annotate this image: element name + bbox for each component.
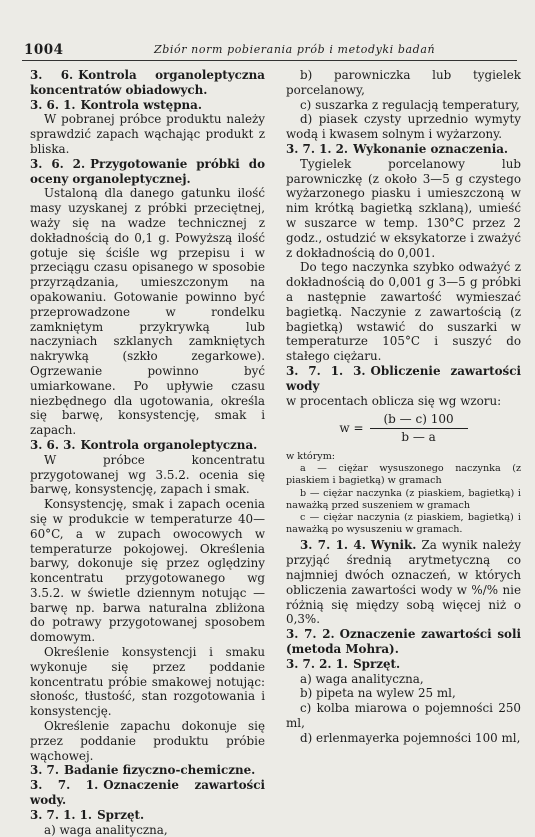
heading-3-6: 3. 6. Kontrola organoleptyczna koncentratów obiadowych.: [30, 68, 265, 97]
formula-denominator: b — a: [401, 430, 436, 445]
heading-3-7-1-1: 3. 7. 1. 1. Sprzęt.: [30, 807, 145, 822]
paragraph-3-7-1-4: 3. 7. 1. 4. Wynik. Za wynik należy przyjąć średnią arytmetyczną co najmniej dwóch oznaczeń, w których obliczenia zawartości wody w %/% nie różnią się między sobą więcej niż o 0,3%.: [286, 538, 522, 627]
list-item-2c: c) kolba miarowa o pojemności 250 ml,: [286, 701, 521, 730]
page-number: 1004: [24, 42, 64, 58]
list-item-2a: a) waga analityczna,: [300, 671, 424, 686]
heading-3-7: 3. 7. Badanie fizyczno-chemiczne.: [30, 763, 256, 778]
running-title: Zbiór norm pobierania prób i metodyki badań: [154, 43, 436, 56]
paragraph-3-6-3b: Konsystencję, smak i zapach ocenia się w produkcie w temperaturze 40—60°C, a w zupach owocowych w temperaturze pokojowej. Określenia barwy, dokonuje się przez oględziny koncentratu przygotowanego wg 3.5.2. w świetle dziennym notując — barwę np. barwa naturalna zbliżona do potrawy przygotowanej sposobem domowym.: [30, 497, 265, 645]
paragraph-3-6-3a: W próbce koncentratu przygotowanej wg 3.5.2. ocenia się barwę, konsystencję, zapach i smak.: [30, 452, 265, 497]
heading-3-6-2: 3. 6. 2. Przygotowanie próbki do oceny organoleptycznej.: [30, 156, 265, 186]
formula-numerator: (b — c) 100: [370, 412, 468, 429]
heading-3-7-1-3: 3. 7. 1. 3. Obliczenie zawartości wody: [286, 363, 521, 393]
heading-3-7-1-2: 3. 7. 1. 2. Wykonanie oznaczenia.: [286, 141, 509, 156]
definition-b: b — ciężar naczynka (z piaskiem, bagietką) i naważką przed suszeniem w gramach: [286, 487, 521, 511]
list-item-c: c) suszarka z regulacją temperatury,: [300, 97, 520, 112]
list-item-d: d) piasek czysty uprzednio wymyty wodą i kwasem solnym i wyżarzony.: [286, 112, 521, 142]
paragraph-3-7-1-3: w procentach oblicza się wg wzoru:: [286, 393, 502, 408]
paragraph-3-6-1: W pobranej próbce produktu należy sprawdzić zapach wąchając produkt z bliska.: [30, 112, 265, 156]
heading-3-7-2: 3. 7. 2. Oznaczenie zawartości soli (metoda Mohra).: [286, 627, 521, 656]
definition-a: a — ciężar wysuszonego naczynka (z piaskiem i bagietką) w gramach: [286, 463, 521, 487]
list-item-2d: d) erlenmayerka pojemności 100 ml,: [300, 730, 521, 745]
left-column: [30, 68, 265, 837]
water-content-formula: [286, 412, 521, 445]
definition-c: c — ciężar naczynia (z piaskiem, bagietką) i naważką po wysuszeniu w gramach.: [286, 511, 521, 536]
list-item-a: a) waga analityczna,: [44, 822, 168, 837]
heading-3-7-2-1: 3. 7. 2. 1. Sprzęt.: [286, 656, 401, 671]
heading-3-7-1: 3. 7. 1. Oznaczenie zawartości wody.: [30, 778, 265, 808]
paragraph-3-6-3d: Określenie zapachu dokonuje się przez poddanie produktu próbie wąchowej.: [30, 719, 265, 763]
paragraph-3-7-1-2b: Do tego naczynka szybko odważyć z dokładnością do 0,001 g 3—5 g próbki a następnie zawartość wymieszać bagietką. Naczynie z zawartością (z bagietką) wstawić do suszarki w temperaturze 105°C i suszyć do stałego ciężaru.: [286, 260, 521, 364]
list-item-b: b) parowniczka lub tygielek porcelanowy,: [286, 68, 521, 97]
list-item-2b: b) pipeta na wylew 25 ml,: [300, 686, 456, 701]
formula-fraction: [370, 412, 468, 445]
paragraph-3-7-1-2a: Tygielek porcelanowy lub parowniczkę (z około 3—5 g czystego wyżarzonego piasku i umieszczoną w nim krótką bagietką szklaną), umieść w suszarce w temp. 130°C przez 2 godz., ostudzić w eksykatorze i zważyć z dokładnością do 0,001.: [286, 156, 521, 260]
heading-3-6-3: 3. 6. 3. Kontrola organoleptyczna.: [30, 437, 258, 452]
paragraph-3-6-2: Ustaloną dla danego gatunku ilość masy uzyskanej z próbki przeciętnej, waży się na wadze technicznej z dokładnością do 0,1 g. Powyższą ilość gotuje się ściśle wg przepisu i w przeciągu czasu opisanego w sposobie przyrządzania, umieszczonym na opakowaniu. Gotowanie powinno być przeprowadzone w rondelku zamkniętym przykrywką lub naczyniach szklanych zamkniętych nakrywką (szkło zegarkowe). Ogrzewanie powinno być umiarkowane. Po upływie czasu niezbędnego dla ugotowania, określa się barwę, konsystencję, smak i zapach.: [30, 186, 265, 438]
heading-3-6-1: 3. 6. 1. Kontrola wstępna.: [30, 97, 203, 112]
right-column: [286, 68, 521, 746]
paragraph-3-6-3c: Określenie konsystencji i smaku wykonuje się przez poddanie koncentratu próbie smakowej notując: słonośc, tłustość, stan rozgotowania i konsystencję.: [30, 645, 265, 719]
formula-lhs: w =: [339, 421, 364, 436]
page-header: [22, 40, 517, 61]
where-label: w którym:: [286, 450, 336, 462]
